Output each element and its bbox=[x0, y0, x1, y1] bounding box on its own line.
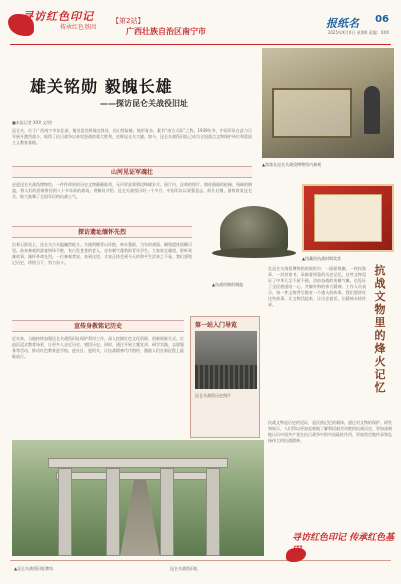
header-rule bbox=[10, 44, 391, 45]
crowd-silhouette bbox=[195, 365, 257, 389]
memorial-gate-photo bbox=[12, 440, 264, 556]
paper-info: 2025年X月X日 星期X 责编：XXX bbox=[327, 30, 389, 35]
right-column-text-2: 抗战文物是历史的见证，是民族记忆的载体。通过对文物的保护、研究和展示，人们得以更加直观地了解那段艰苦卓绝的抗战历史，更加深刻地认识中国共产党在抗日战争中的中流砥柱作用，更加坚定地传承和弘扬伟大的抗战精神。 bbox=[268, 420, 392, 443]
gate-caption: ▲昆仑关战役旧址牌坊 bbox=[14, 566, 54, 571]
gate-pillar-left bbox=[58, 468, 72, 556]
inset-title: 第一站入门导览 bbox=[195, 322, 238, 329]
inset-caption: 昆仑关战役历史照片 bbox=[195, 393, 231, 398]
stone-path bbox=[120, 480, 160, 556]
intro-text: 昆仑关，位于广西南宁市东北部，地处邕宾两地交界处，因山势险峻、地形复杂，素有“南方天险”之称。1939年冬，中国军队在此与日军展开激烈战斗，取得了抗日战争以来攻坚战的重大胜利，史称昆仑关大捷。如今，昆仑关战役旧址已成为全国重点文物保护单位和爱国主义教育基地。 bbox=[12, 128, 252, 145]
section-heading-3: 宣传身教铭记历史 bbox=[12, 320, 184, 332]
section-text-2: 沿着石阶而上，昆仑关古关隘巍然屹立。关楼两侧青山环抱，林木葱郁，当年的战壕、碉堡遗迹依稀可见。前来参观的游客络绎不绝，有白发苍苍的老人，也有朝气蓬勃的青年学生。大家驻足凝望，聆听英雄故事，缅怀革命先烈。一位参观者说，来到这里，才真正体会到今天的和平生活来之不易，我们要铭记历史，珍惜当下，努力奋斗。 bbox=[12, 242, 192, 265]
gate-pillar-right bbox=[206, 468, 220, 556]
section-text-3: 近年来，当地持续加强昆仑关战役旧址保护利用工作，深入挖掘红色文化资源，创新展陈方式，打造沉浸式教育场景，让更多人走近历史、感悟历史。同时，通过开展主题宣讲、研学实践、志愿服务等活动，推动红色教育进学校、进社区、进机关，让抗战精神代代相传，激励人们在新征程上砥砺前行。 bbox=[12, 336, 184, 359]
headline: 雄关铭勋 毅魄长雄 bbox=[30, 77, 173, 96]
section-heading-1: 山河见证军魂壮 bbox=[12, 166, 252, 178]
gate-caption-right: 昆仑关战役旧址 bbox=[170, 566, 198, 571]
brand-subtitle: 传承红色基因 bbox=[60, 24, 97, 31]
brand-title: 寻访红色印记 bbox=[22, 10, 94, 23]
historic-photo bbox=[195, 331, 257, 389]
inset-box bbox=[190, 316, 260, 438]
subheadline: ——探访昆仑关战役旧址 bbox=[100, 99, 188, 108]
location-title: 广西壮族自治区南宁市 bbox=[126, 27, 206, 36]
visitor-figure bbox=[364, 86, 380, 134]
right-column-text: 在昆仑关战役博物馆的展柜中，一面面锦旗、一枚枚勋章、一封封家书，承载着厚重的历史记忆。这些文物见证了中华儿女不屈不挠、浴血奋战的英雄气概，也见证了全民族团结一心、共御外侮的伟大精神。工作人员表示，每一件文物背后都有一个感人的故事，我们要讲好这些故事，让文物活起来，让历史说话，让精神永续传承。 bbox=[268, 266, 366, 307]
gate-top-beam bbox=[48, 458, 228, 468]
gate-pillar-inner-right bbox=[160, 468, 174, 556]
page-header bbox=[0, 0, 401, 44]
certificate-paper bbox=[314, 194, 382, 242]
footer-rule bbox=[10, 560, 391, 561]
gate-mid-beam bbox=[56, 472, 220, 480]
stop-tag: 【第2站】 bbox=[112, 17, 145, 25]
helmet-rim bbox=[212, 248, 296, 258]
museum-photo bbox=[262, 48, 394, 158]
helmet-caption: ▲抗战时期的钢盔 bbox=[212, 282, 244, 287]
byline: ■本报记者 XXX 文/图 bbox=[12, 120, 52, 125]
vertical-feature-title: 抗战文物里的烽火记忆 bbox=[374, 264, 386, 394]
paper-name: 报纸名 bbox=[326, 17, 359, 30]
page-number: 06 bbox=[375, 14, 389, 25]
cert-caption: ▲馆藏的抗战时期奖状 bbox=[302, 256, 342, 261]
footer-brand: 寻访红色印记 传承红色基因 bbox=[292, 533, 395, 556]
section-text-1: 走进昆仑关战役博物馆，一件件珍贵的历史文物静静陈列，无声诉说着那段峥嵘岁月。展厅内，泛黄的照片、锈迹斑斑的枪械、残缺的钢盔，将人们的思绪带回到八十多年前的战场。讲解员介绍，昆仑关战役历时一个多月，中国军队以顽强意志，前仆后继，最终收复昆仑关，极大鼓舞了全国军民的抗战士气。 bbox=[12, 182, 252, 199]
main-photo-caption: ▲游客在昆仑关战役博物馆内参观 bbox=[262, 162, 322, 167]
section-heading-2: 探访遗址缅怀先烈 bbox=[12, 226, 192, 238]
gate-pillar-inner-left bbox=[106, 468, 120, 556]
display-case bbox=[272, 88, 352, 138]
certificate-photo bbox=[302, 184, 394, 252]
